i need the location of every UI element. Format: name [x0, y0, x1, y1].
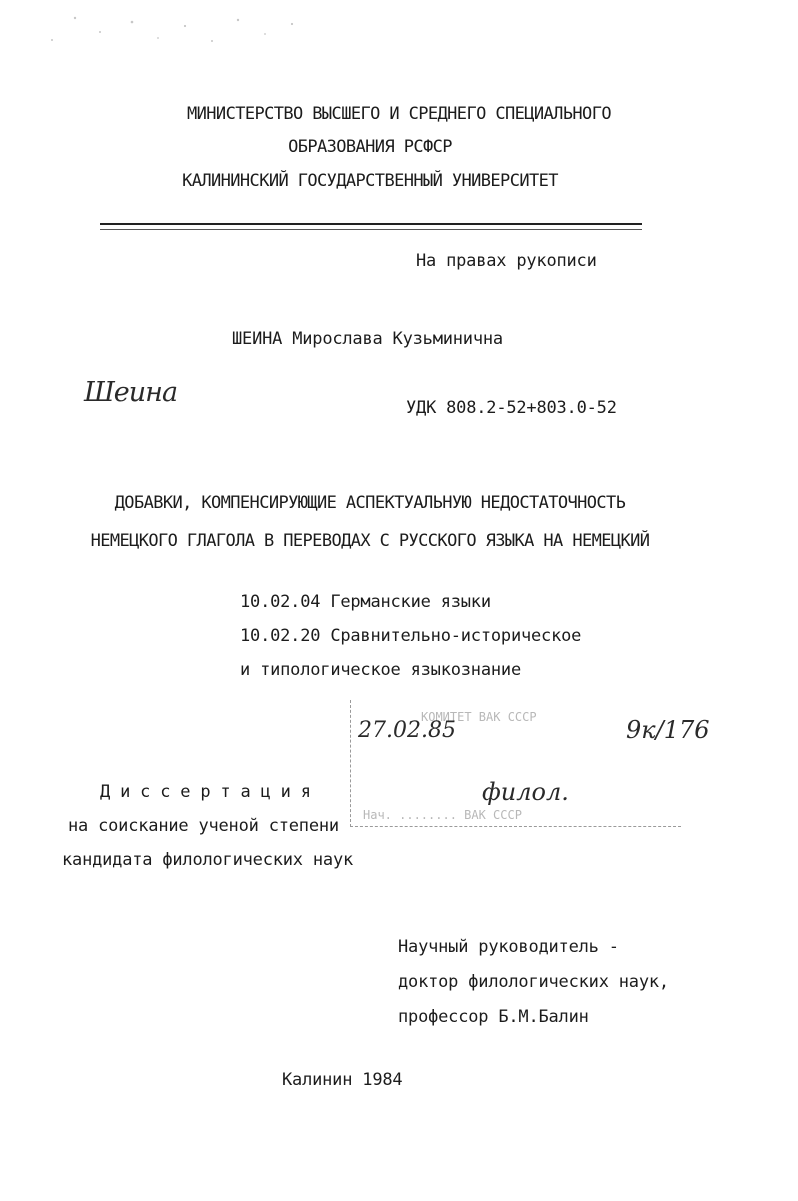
scan-speckles: [40, 10, 320, 55]
specialty-line-2: 10.02.20 Сравнительно-историческое: [240, 626, 582, 646]
udc-code: УДК 808.2-52+803.0-52: [406, 398, 617, 418]
city-year: Калинин 1984: [282, 1070, 403, 1090]
manuscript-note: На правах рукописи: [416, 251, 597, 271]
title-line-1: ДОБАВКИ, КОМПЕНСИРУЮЩИЕ АСПЕКТУАЛЬНУЮ НЕДОСТАТОЧНОСТЬ: [114, 493, 626, 513]
stamp-faint-header: КОМИТЕТ ВАК СССР: [421, 710, 537, 724]
stamp-date: 27.02.85: [358, 718, 456, 743]
title-line-2: НЕМЕЦКОГО ГЛАГОЛА В ПЕРЕВОДАХ С РУССКОГО ЯЗЫКА НА НЕМЕЦКИЙ: [90, 531, 650, 551]
stamp-number: 9к/176: [626, 716, 710, 744]
degree-field-line: кандидата филологических наук: [62, 850, 354, 870]
supervisor-label: Научный руководитель -: [398, 937, 619, 957]
dissertation-label: Д и с с е р т а ц и я: [100, 782, 311, 802]
stamp-faint-footer: Нач. ........ ВАК СССР: [363, 808, 522, 822]
author-signature: Шеина: [84, 377, 178, 408]
supervisor-degree: доктор филологических наук,: [398, 972, 669, 992]
header-rule: [100, 223, 642, 225]
ministry-line-1: МИНИСТЕРСТВО ВЫСШЕГО И СРЕДНЕГО СПЕЦИАЛЬНОГО: [187, 104, 611, 124]
degree-line: на соискание ученой степени: [68, 816, 339, 836]
specialty-line-3: и типологическое языкознание: [240, 660, 521, 680]
supervisor-name: профессор Б.М.Балин: [398, 1007, 589, 1027]
specialty-line-1: 10.02.04 Германские языки: [240, 592, 491, 612]
author-name: ШЕИНА Мирослава Кузьминична: [232, 329, 503, 349]
header-rule-thin: [100, 229, 642, 230]
stamp-field: филол.: [482, 778, 569, 806]
university-name: КАЛИНИНСКИЙ ГОСУДАРСТВЕННЫЙ УНИВЕРСИТЕТ: [182, 171, 558, 191]
ministry-line-2: ОБРАЗОВАНИЯ РСФСР: [288, 137, 452, 157]
